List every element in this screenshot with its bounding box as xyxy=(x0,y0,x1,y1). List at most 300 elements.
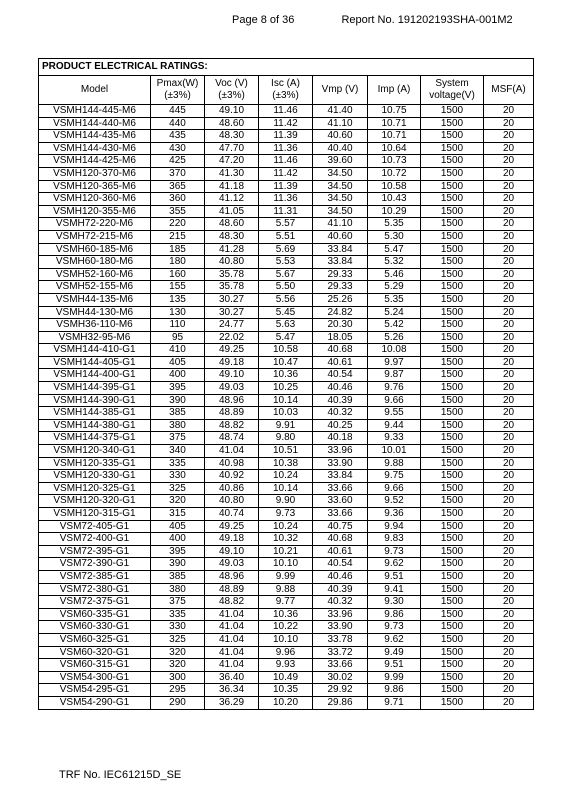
value-cell: 10.25 xyxy=(259,382,313,395)
value-cell: 10.24 xyxy=(259,470,313,483)
value-cell: 49.03 xyxy=(205,382,259,395)
table-row xyxy=(39,356,534,369)
page-header xyxy=(232,14,513,26)
model-cell: VSM60-325-G1 xyxy=(39,633,151,646)
value-cell: 9.33 xyxy=(368,432,421,445)
value-cell: 20 xyxy=(484,331,534,344)
value-cell: 9.83 xyxy=(368,533,421,546)
table-row xyxy=(39,482,534,495)
table-row xyxy=(39,445,534,458)
value-cell: 40.60 xyxy=(313,130,368,143)
value-cell: 11.39 xyxy=(259,130,313,143)
value-cell: 220 xyxy=(151,218,205,231)
value-cell: 20 xyxy=(484,369,534,382)
value-cell: 1500 xyxy=(421,293,484,306)
value-cell: 1500 xyxy=(421,419,484,432)
value-cell: 1500 xyxy=(421,570,484,583)
table-row xyxy=(39,243,534,256)
value-cell: 20 xyxy=(484,608,534,621)
model-cell: VSM60-315-G1 xyxy=(39,659,151,672)
value-cell: 1500 xyxy=(421,319,484,332)
value-cell: 40.54 xyxy=(313,558,368,571)
value-cell: 9.86 xyxy=(368,684,421,697)
value-cell: 40.40 xyxy=(313,142,368,155)
value-cell: 20 xyxy=(484,382,534,395)
value-cell: 33.66 xyxy=(313,482,368,495)
table-row xyxy=(39,696,534,709)
value-cell: 20 xyxy=(484,495,534,508)
value-cell: 29.92 xyxy=(313,684,368,697)
value-cell: 48.89 xyxy=(205,583,259,596)
value-cell: 20 xyxy=(484,583,534,596)
value-cell: 1500 xyxy=(421,256,484,269)
value-cell: 1500 xyxy=(421,432,484,445)
value-cell: 41.28 xyxy=(205,243,259,256)
value-cell: 9.66 xyxy=(368,394,421,407)
value-cell: 25.26 xyxy=(313,293,368,306)
column-header-line1: Model xyxy=(80,84,109,95)
value-cell: 1500 xyxy=(421,218,484,231)
model-cell: VSMH36-110-M6 xyxy=(39,319,151,332)
value-cell: 1500 xyxy=(421,180,484,193)
column-header-line1: Isc (A) xyxy=(271,78,300,89)
value-cell: 1500 xyxy=(421,130,484,143)
value-cell: 20 xyxy=(484,293,534,306)
value-cell: 10.01 xyxy=(368,445,421,458)
column-header-line1: MSF(A) xyxy=(491,84,526,95)
value-cell: 445 xyxy=(151,105,205,118)
value-cell: 20 xyxy=(484,407,534,420)
column-header xyxy=(205,76,259,105)
value-cell: 48.60 xyxy=(205,117,259,130)
value-cell: 400 xyxy=(151,369,205,382)
value-cell: 410 xyxy=(151,344,205,357)
table-row xyxy=(39,470,534,483)
value-cell: 9.75 xyxy=(368,470,421,483)
value-cell: 130 xyxy=(151,306,205,319)
value-cell: 34.50 xyxy=(313,167,368,180)
value-cell: 335 xyxy=(151,457,205,470)
model-cell: VSMH144-410-G1 xyxy=(39,344,151,357)
value-cell: 33.90 xyxy=(313,621,368,634)
value-cell: 1500 xyxy=(421,545,484,558)
value-cell: 180 xyxy=(151,256,205,269)
column-header xyxy=(368,76,421,105)
value-cell: 1500 xyxy=(421,671,484,684)
model-cell: VSMH60-185-M6 xyxy=(39,243,151,256)
value-cell: 20 xyxy=(484,256,534,269)
value-cell: 33.84 xyxy=(313,243,368,256)
value-cell: 1500 xyxy=(421,407,484,420)
model-cell: VSMH120-320-G1 xyxy=(39,495,151,508)
table-row xyxy=(39,394,534,407)
model-cell: VSMH120-325-G1 xyxy=(39,482,151,495)
value-cell: 5.26 xyxy=(368,331,421,344)
value-cell: 390 xyxy=(151,394,205,407)
model-cell: VSMH144-405-G1 xyxy=(39,356,151,369)
value-cell: 395 xyxy=(151,382,205,395)
value-cell: 5.32 xyxy=(368,256,421,269)
value-cell: 300 xyxy=(151,671,205,684)
value-cell: 20 xyxy=(484,155,534,168)
value-cell: 20 xyxy=(484,356,534,369)
value-cell: 95 xyxy=(151,331,205,344)
value-cell: 10.24 xyxy=(259,520,313,533)
table-row xyxy=(39,570,534,583)
value-cell: 435 xyxy=(151,130,205,143)
value-cell: 1500 xyxy=(421,155,484,168)
table-row xyxy=(39,646,534,659)
model-cell: VSMH144-395-G1 xyxy=(39,382,151,395)
value-cell: 430 xyxy=(151,142,205,155)
value-cell: 49.18 xyxy=(205,533,259,546)
value-cell: 1500 xyxy=(421,482,484,495)
value-cell: 40.32 xyxy=(313,407,368,420)
column-header-line2: (±3%) xyxy=(218,90,245,101)
value-cell: 49.10 xyxy=(205,369,259,382)
value-cell: 1500 xyxy=(421,382,484,395)
model-cell: VSMH144-435-M6 xyxy=(39,130,151,143)
value-cell: 40.68 xyxy=(313,344,368,357)
value-cell: 33.96 xyxy=(313,445,368,458)
value-cell: 20 xyxy=(484,671,534,684)
table-row xyxy=(39,193,534,206)
value-cell: 110 xyxy=(151,319,205,332)
table-row xyxy=(39,293,534,306)
value-cell: 33.84 xyxy=(313,256,368,269)
value-cell: 10.20 xyxy=(259,696,313,709)
value-cell: 9.86 xyxy=(368,608,421,621)
table-row xyxy=(39,167,534,180)
model-cell: VSMH120-365-M6 xyxy=(39,180,151,193)
value-cell: 29.86 xyxy=(313,696,368,709)
value-cell: 18.05 xyxy=(313,331,368,344)
value-cell: 10.03 xyxy=(259,407,313,420)
table-row xyxy=(39,205,534,218)
value-cell: 1500 xyxy=(421,268,484,281)
value-cell: 365 xyxy=(151,180,205,193)
model-cell: VSMH52-160-M6 xyxy=(39,268,151,281)
value-cell: 295 xyxy=(151,684,205,697)
model-cell: VSMH120-315-G1 xyxy=(39,508,151,521)
value-cell: 1500 xyxy=(421,344,484,357)
value-cell: 5.47 xyxy=(368,243,421,256)
value-cell: 160 xyxy=(151,268,205,281)
value-cell: 1500 xyxy=(421,495,484,508)
column-header-line1: Pmax(W) xyxy=(156,78,199,89)
value-cell: 9.71 xyxy=(368,696,421,709)
value-cell: 1500 xyxy=(421,508,484,521)
value-cell: 320 xyxy=(151,646,205,659)
value-cell: 41.04 xyxy=(205,621,259,634)
column-header-line1: System xyxy=(435,78,469,89)
value-cell: 20 xyxy=(484,344,534,357)
value-cell: 405 xyxy=(151,520,205,533)
value-cell: 1500 xyxy=(421,646,484,659)
value-cell: 1500 xyxy=(421,394,484,407)
table-row xyxy=(39,596,534,609)
value-cell: 20 xyxy=(484,230,534,243)
value-cell: 10.32 xyxy=(259,533,313,546)
value-cell: 20 xyxy=(484,457,534,470)
column-header xyxy=(313,76,368,105)
value-cell: 40.80 xyxy=(205,256,259,269)
model-cell: VSMH144-440-M6 xyxy=(39,117,151,130)
value-cell: 40.92 xyxy=(205,470,259,483)
table-row xyxy=(39,608,534,621)
model-cell: VSMH144-380-G1 xyxy=(39,419,151,432)
value-cell: 135 xyxy=(151,293,205,306)
model-cell: VSMH144-430-M6 xyxy=(39,142,151,155)
value-cell: 41.04 xyxy=(205,445,259,458)
value-cell: 20 xyxy=(484,545,534,558)
model-cell: VSM72-385-G1 xyxy=(39,570,151,583)
value-cell: 1500 xyxy=(421,331,484,344)
value-cell: 5.46 xyxy=(368,268,421,281)
value-cell: 1500 xyxy=(421,520,484,533)
value-cell: 11.42 xyxy=(259,167,313,180)
value-cell: 9.73 xyxy=(368,621,421,634)
table-row xyxy=(39,117,534,130)
page-number: Page 8 of 36 xyxy=(232,14,295,26)
value-cell: 40.80 xyxy=(205,495,259,508)
value-cell: 9.99 xyxy=(368,671,421,684)
value-cell: 35.78 xyxy=(205,268,259,281)
value-cell: 1500 xyxy=(421,117,484,130)
value-cell: 1500 xyxy=(421,243,484,256)
column-header-row xyxy=(39,76,534,105)
value-cell: 9.94 xyxy=(368,520,421,533)
model-cell: VSMH144-425-M6 xyxy=(39,155,151,168)
value-cell: 48.96 xyxy=(205,394,259,407)
value-cell: 40.68 xyxy=(313,533,368,546)
value-cell: 315 xyxy=(151,508,205,521)
value-cell: 1500 xyxy=(421,684,484,697)
value-cell: 1500 xyxy=(421,696,484,709)
value-cell: 40.98 xyxy=(205,457,259,470)
value-cell: 320 xyxy=(151,659,205,672)
value-cell: 9.55 xyxy=(368,407,421,420)
table-row xyxy=(39,659,534,672)
value-cell: 11.36 xyxy=(259,193,313,206)
table-row xyxy=(39,105,534,118)
model-cell: VSM72-400-G1 xyxy=(39,533,151,546)
value-cell: 41.10 xyxy=(313,218,368,231)
value-cell: 40.18 xyxy=(313,432,368,445)
model-cell: VSMH44-135-M6 xyxy=(39,293,151,306)
model-cell: VSMH144-445-M6 xyxy=(39,105,151,118)
value-cell: 20 xyxy=(484,570,534,583)
value-cell: 48.89 xyxy=(205,407,259,420)
value-cell: 49.03 xyxy=(205,558,259,571)
column-header-line1: Voc (V) xyxy=(215,78,248,89)
value-cell: 375 xyxy=(151,596,205,609)
value-cell: 1500 xyxy=(421,596,484,609)
value-cell: 10.71 xyxy=(368,117,421,130)
table-row xyxy=(39,230,534,243)
value-cell: 11.46 xyxy=(259,155,313,168)
value-cell: 1500 xyxy=(421,445,484,458)
value-cell: 40.46 xyxy=(313,382,368,395)
value-cell: 20 xyxy=(484,167,534,180)
value-cell: 47.70 xyxy=(205,142,259,155)
model-cell: VSMH52-155-M6 xyxy=(39,281,151,294)
value-cell: 9.80 xyxy=(259,432,313,445)
value-cell: 48.96 xyxy=(205,570,259,583)
value-cell: 33.66 xyxy=(313,659,368,672)
value-cell: 41.12 xyxy=(205,193,259,206)
value-cell: 9.91 xyxy=(259,419,313,432)
value-cell: 20 xyxy=(484,696,534,709)
value-cell: 440 xyxy=(151,117,205,130)
value-cell: 11.46 xyxy=(259,105,313,118)
value-cell: 48.82 xyxy=(205,419,259,432)
value-cell: 9.51 xyxy=(368,659,421,672)
table-row xyxy=(39,558,534,571)
model-cell: VSMH120-330-G1 xyxy=(39,470,151,483)
value-cell: 5.47 xyxy=(259,331,313,344)
value-cell: 10.10 xyxy=(259,633,313,646)
value-cell: 10.36 xyxy=(259,369,313,382)
table-row xyxy=(39,684,534,697)
value-cell: 49.18 xyxy=(205,356,259,369)
model-cell: VSM72-395-G1 xyxy=(39,545,151,558)
column-header xyxy=(151,76,205,105)
value-cell: 155 xyxy=(151,281,205,294)
model-cell: VSM72-380-G1 xyxy=(39,583,151,596)
value-cell: 9.62 xyxy=(368,633,421,646)
value-cell: 1500 xyxy=(421,369,484,382)
value-cell: 385 xyxy=(151,570,205,583)
value-cell: 20 xyxy=(484,281,534,294)
value-cell: 5.57 xyxy=(259,218,313,231)
value-cell: 290 xyxy=(151,696,205,709)
value-cell: 335 xyxy=(151,608,205,621)
value-cell: 1500 xyxy=(421,230,484,243)
value-cell: 10.14 xyxy=(259,394,313,407)
value-cell: 36.34 xyxy=(205,684,259,697)
table-row xyxy=(39,671,534,684)
table-row xyxy=(39,142,534,155)
value-cell: 380 xyxy=(151,419,205,432)
model-cell: VSMH72-215-M6 xyxy=(39,230,151,243)
model-cell: VSM60-330-G1 xyxy=(39,621,151,634)
model-cell: VSMH144-400-G1 xyxy=(39,369,151,382)
model-cell: VSM54-290-G1 xyxy=(39,696,151,709)
value-cell: 1500 xyxy=(421,583,484,596)
value-cell: 9.76 xyxy=(368,382,421,395)
column-header xyxy=(421,76,484,105)
value-cell: 1500 xyxy=(421,633,484,646)
value-cell: 1500 xyxy=(421,167,484,180)
model-cell: VSMH60-180-M6 xyxy=(39,256,151,269)
value-cell: 1500 xyxy=(421,659,484,672)
value-cell: 40.39 xyxy=(313,394,368,407)
value-cell: 47.20 xyxy=(205,155,259,168)
value-cell: 10.75 xyxy=(368,105,421,118)
value-cell: 41.04 xyxy=(205,659,259,672)
value-cell: 36.40 xyxy=(205,671,259,684)
value-cell: 10.72 xyxy=(368,167,421,180)
value-cell: 10.73 xyxy=(368,155,421,168)
table-row xyxy=(39,319,534,332)
value-cell: 40.39 xyxy=(313,583,368,596)
value-cell: 9.88 xyxy=(368,457,421,470)
value-cell: 355 xyxy=(151,205,205,218)
value-cell: 1500 xyxy=(421,558,484,571)
value-cell: 9.66 xyxy=(368,482,421,495)
value-cell: 5.29 xyxy=(368,281,421,294)
value-cell: 9.41 xyxy=(368,583,421,596)
value-cell: 9.93 xyxy=(259,659,313,672)
value-cell: 340 xyxy=(151,445,205,458)
value-cell: 20 xyxy=(484,268,534,281)
column-header-line1: Vmp (V) xyxy=(321,84,359,95)
value-cell: 20 xyxy=(484,105,534,118)
table-row xyxy=(39,457,534,470)
table-row xyxy=(39,331,534,344)
value-cell: 33.90 xyxy=(313,457,368,470)
value-cell: 20 xyxy=(484,419,534,432)
model-cell: VSM60-320-G1 xyxy=(39,646,151,659)
value-cell: 41.40 xyxy=(313,105,368,118)
value-cell: 1500 xyxy=(421,205,484,218)
value-cell: 20 xyxy=(484,508,534,521)
value-cell: 1500 xyxy=(421,281,484,294)
value-cell: 325 xyxy=(151,633,205,646)
value-cell: 5.45 xyxy=(259,306,313,319)
value-cell: 10.64 xyxy=(368,142,421,155)
value-cell: 9.52 xyxy=(368,495,421,508)
model-cell: VSMH144-385-G1 xyxy=(39,407,151,420)
model-cell: VSMH120-370-M6 xyxy=(39,167,151,180)
value-cell: 48.74 xyxy=(205,432,259,445)
value-cell: 405 xyxy=(151,356,205,369)
value-cell: 40.74 xyxy=(205,508,259,521)
value-cell: 20 xyxy=(484,558,534,571)
table-row xyxy=(39,382,534,395)
value-cell: 20.30 xyxy=(313,319,368,332)
table-row xyxy=(39,256,534,269)
value-cell: 1500 xyxy=(421,608,484,621)
table-row xyxy=(39,268,534,281)
value-cell: 48.30 xyxy=(205,230,259,243)
value-cell: 215 xyxy=(151,230,205,243)
value-cell: 20 xyxy=(484,180,534,193)
value-cell: 10.51 xyxy=(259,445,313,458)
value-cell: 20 xyxy=(484,193,534,206)
value-cell: 33.60 xyxy=(313,495,368,508)
value-cell: 5.53 xyxy=(259,256,313,269)
model-cell: VSM72-390-G1 xyxy=(39,558,151,571)
value-cell: 20 xyxy=(484,646,534,659)
electrical-ratings-table xyxy=(38,58,534,710)
value-cell: 20 xyxy=(484,130,534,143)
value-cell: 10.49 xyxy=(259,671,313,684)
table-row xyxy=(39,583,534,596)
value-cell: 5.35 xyxy=(368,218,421,231)
value-cell: 34.50 xyxy=(313,193,368,206)
table-row xyxy=(39,520,534,533)
value-cell: 20 xyxy=(484,306,534,319)
value-cell: 370 xyxy=(151,167,205,180)
value-cell: 1500 xyxy=(421,621,484,634)
value-cell: 1500 xyxy=(421,105,484,118)
column-header-line2: voltage(V) xyxy=(429,90,475,101)
value-cell: 10.38 xyxy=(259,457,313,470)
value-cell: 41.10 xyxy=(313,117,368,130)
value-cell: 20 xyxy=(484,482,534,495)
